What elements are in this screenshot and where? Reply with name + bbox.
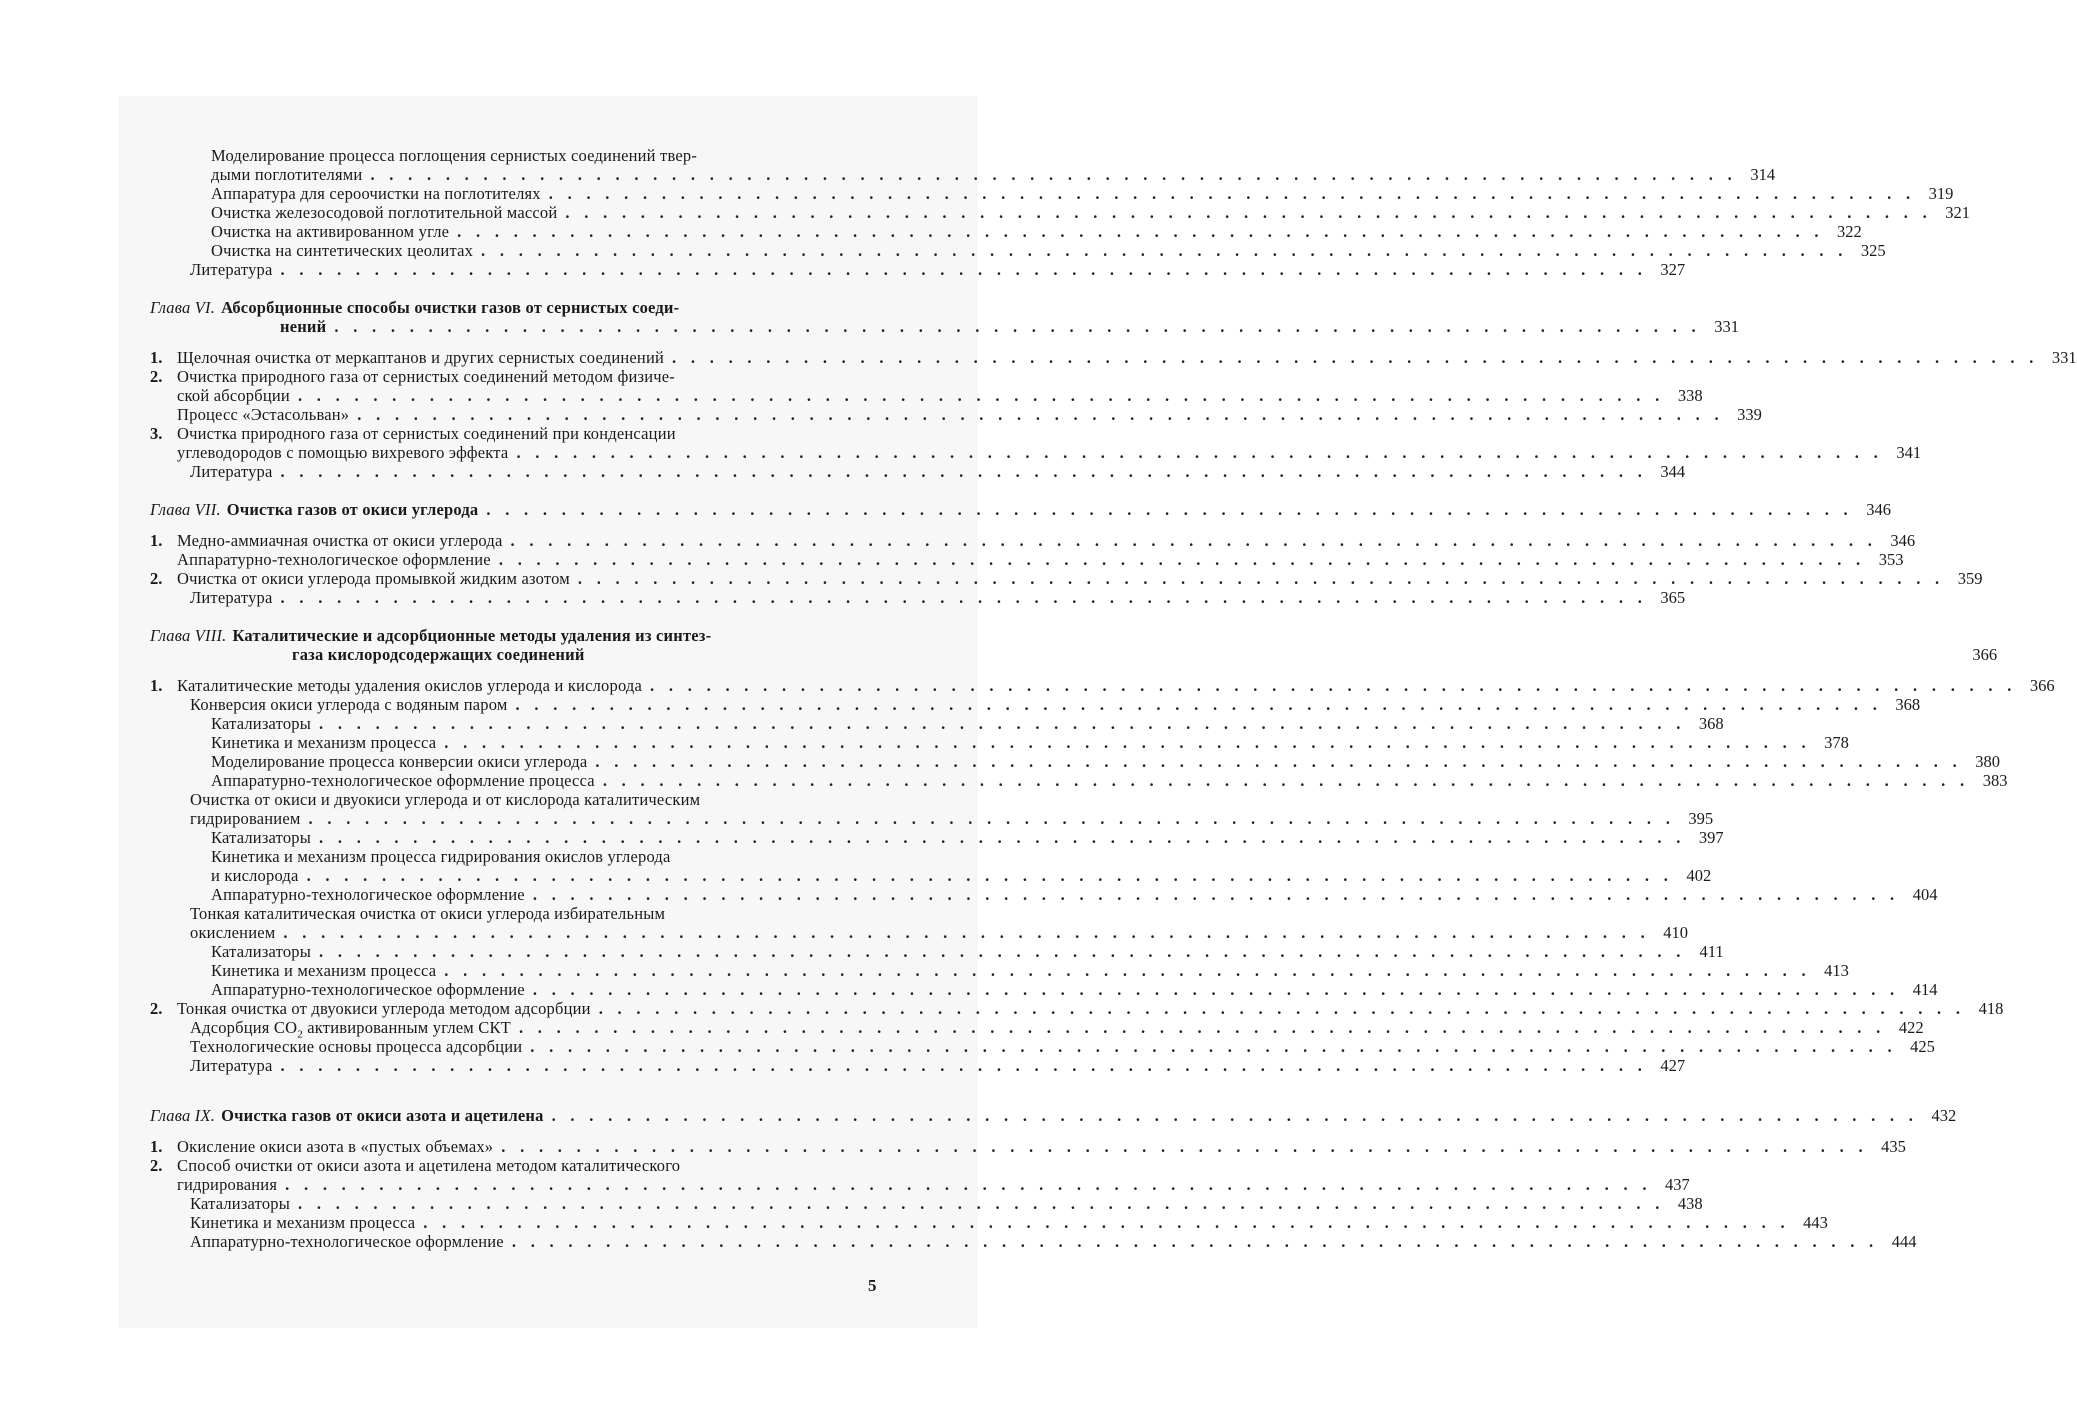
toc-entry xyxy=(150,752,2001,771)
leader-dots xyxy=(512,1232,1879,1251)
toc-page-number: 366 xyxy=(1972,645,1998,664)
toc-page-number: 380 xyxy=(1975,752,2001,771)
leader-dots xyxy=(578,569,1945,588)
toc-entry-title: Очистка на синтетических цеолитах xyxy=(211,241,474,260)
toc-page-number: 331 xyxy=(2051,348,2077,367)
toc-page-number: 322 xyxy=(1837,222,1862,241)
toc-entry xyxy=(150,462,1686,481)
leader-dots xyxy=(565,203,1932,222)
toc-entry-number: 2. xyxy=(150,999,163,1018)
toc-page-number: 346 xyxy=(1866,500,1891,519)
toc-entry xyxy=(150,531,1916,550)
toc-entry-title: углеводородов с помощью вихревого эффекта xyxy=(177,443,509,462)
toc-page-number: 365 xyxy=(1660,588,1686,607)
chapter-heading xyxy=(150,500,1891,519)
toc-entry-title: Очистка природного газа от сернистых соединений методом физиче- xyxy=(177,367,676,386)
toc-entry xyxy=(150,1056,1686,1075)
toc-entry xyxy=(150,1018,1924,1041)
toc-page-number: 438 xyxy=(1677,1194,1703,1213)
table-of-contents xyxy=(150,146,2077,1251)
toc-entry-title: Аппаратурно-технологическое оформление xyxy=(211,980,525,999)
toc-entry-title: Кинетика и механизм процесса xyxy=(211,961,437,980)
leader-dots xyxy=(423,1213,1790,1232)
toc-entry-title: Тонкая каталитическая очистка от окиси углерода избирательным xyxy=(190,904,666,923)
toc-entry-title: Литература xyxy=(190,1056,273,1075)
toc-entry-title: Технологические основы процесса адсорбции xyxy=(190,1037,523,1056)
toc-entry-title: Аппаратура для сероочистки на поглотителях xyxy=(211,184,541,203)
chapter-label: Глава VI. xyxy=(150,298,216,317)
leader-dots xyxy=(603,771,1970,790)
toc-entry xyxy=(150,184,1954,203)
toc-entry-title: Литература xyxy=(190,462,273,481)
toc-entry xyxy=(150,260,1686,279)
toc-entry xyxy=(150,714,1724,733)
toc-page-number: 319 xyxy=(1928,184,1954,203)
toc-entry-title: Очистка железосодовой поглотительной массой xyxy=(211,203,558,222)
toc-entry-title: Очистка от окиси и двуокиси углерода и от кислорода каталитическим xyxy=(190,790,701,809)
toc-entry xyxy=(150,1194,1703,1213)
toc-entry xyxy=(150,999,2004,1018)
toc-entry-title: окислением xyxy=(190,923,276,942)
toc-page-number: 443 xyxy=(1803,1213,1828,1232)
toc-entry xyxy=(150,165,1776,184)
leader-dots xyxy=(444,733,1811,752)
toc-entry xyxy=(150,923,1689,942)
toc-entry-title: Аппаратурно-технологическое оформление xyxy=(190,1232,504,1251)
toc-entry-title: Каталитические методы удаления окислов углерода и кислорода xyxy=(177,676,643,695)
toc-page-number: 378 xyxy=(1824,733,1849,752)
chapter-label: Глава VIII. xyxy=(150,626,227,645)
chapter-label: Глава IX. xyxy=(150,1106,216,1125)
toc-page-number: 338 xyxy=(1677,386,1703,405)
toc-entry xyxy=(150,405,1762,424)
toc-entry-title: Очистка природного газа от сернистых соединений при конденсации xyxy=(177,424,676,443)
toc-entry xyxy=(150,733,1849,752)
leader-dots xyxy=(530,1037,1897,1056)
toc-entry-title: Кинетика и механизм процесса гидрирования окислов углерода xyxy=(211,847,671,866)
leader-dots xyxy=(672,348,2039,367)
leader-dots xyxy=(309,809,1676,828)
toc-page-number: 395 xyxy=(1688,809,1714,828)
toc-page-number: 314 xyxy=(1750,165,1776,184)
toc-entry xyxy=(150,146,886,165)
toc-page-number: 404 xyxy=(1912,885,1938,904)
toc-entry-title: Аппаратурно-технологическое оформление процесса xyxy=(211,771,595,790)
toc-entry xyxy=(150,1137,1906,1156)
leader-dots xyxy=(319,942,1686,961)
toc-entry xyxy=(150,241,1886,260)
toc-entry-number: 1. xyxy=(150,676,163,695)
toc-entry-title: Катализаторы xyxy=(190,1194,291,1213)
toc-page-number: 418 xyxy=(1978,999,2004,1018)
toc-entry xyxy=(150,828,1724,847)
chapter-title: Очистка газов от окиси углерода xyxy=(226,500,479,519)
toc-entry xyxy=(150,847,886,866)
chapter-title: газа кислородсодержащих соединений xyxy=(292,645,585,664)
toc-entry-title: Литература xyxy=(190,260,273,279)
chapter-title: нений xyxy=(280,317,327,336)
leader-dots xyxy=(307,866,1674,885)
toc-entry xyxy=(150,885,1938,904)
toc-page-number: 368 xyxy=(1895,695,1921,714)
toc-entry xyxy=(150,866,1712,885)
toc-entry xyxy=(150,550,1904,569)
leader-dots xyxy=(357,405,1724,424)
toc-entry-title: Процесс «Эстасольван» xyxy=(177,405,350,424)
leader-dots xyxy=(319,828,1686,847)
toc-page-number: 411 xyxy=(1699,942,1724,961)
toc-page-number: 427 xyxy=(1660,1056,1686,1075)
chapter-heading-cont xyxy=(150,645,1998,664)
toc-entry xyxy=(150,367,886,386)
leader-dots xyxy=(281,588,1648,607)
toc-page-number: 414 xyxy=(1912,980,1938,999)
chapter-heading-cont xyxy=(150,317,1739,336)
leader-dots xyxy=(281,1056,1648,1075)
leader-dots xyxy=(285,1175,1652,1194)
leader-dots xyxy=(444,961,1811,980)
toc-entry-title: Кинетика и механизм процесса xyxy=(211,733,437,752)
toc-entry xyxy=(150,1213,1828,1232)
toc-entry xyxy=(150,569,1983,588)
toc-entry-title: ской абсорбции xyxy=(177,386,290,405)
toc-entry xyxy=(150,790,886,809)
toc-page-number: 437 xyxy=(1665,1175,1690,1194)
toc-entry xyxy=(150,203,1971,222)
toc-page-number: 339 xyxy=(1737,405,1762,424)
toc-page-number: 413 xyxy=(1824,961,1849,980)
chapter-heading xyxy=(150,1106,1957,1125)
page-number: 5 xyxy=(868,1276,877,1295)
leader-dots xyxy=(334,317,1701,336)
toc-entry-number: 1. xyxy=(150,531,163,550)
leader-dots xyxy=(481,241,1848,260)
leader-dots xyxy=(486,500,1853,519)
toc-page-number: 341 xyxy=(1896,443,1922,462)
toc-entry-title: Щелочная очистка от меркаптанов и других сернистых соединений xyxy=(177,348,665,367)
toc-entry-title: Медно-аммиачная очистка от окиси углерода xyxy=(177,531,503,550)
leader-dots xyxy=(516,695,1883,714)
chapter-label: Глава VII. xyxy=(150,500,221,519)
toc-page-number: 353 xyxy=(1878,550,1904,569)
toc-entry-title: Способ очистки от окиси азота и ацетилена методом каталитического xyxy=(177,1156,681,1175)
toc-entry-title: гидрирования xyxy=(177,1175,278,1194)
chapter-heading xyxy=(150,298,886,317)
toc-entry-title: Катализаторы xyxy=(211,828,312,847)
toc-page-number: 432 xyxy=(1931,1106,1957,1125)
toc-entry-title: Катализаторы xyxy=(211,942,312,961)
leader-dots xyxy=(499,550,1866,569)
toc-page-number: 327 xyxy=(1660,260,1686,279)
toc-page-number: 331 xyxy=(1714,317,1739,336)
toc-entry xyxy=(150,942,1724,961)
leader-dots xyxy=(281,260,1648,279)
leader-dots xyxy=(552,1106,1919,1125)
leader-dots xyxy=(519,1018,1886,1037)
toc-page-number: 425 xyxy=(1910,1037,1935,1056)
toc-entry xyxy=(150,386,1703,405)
leader-dots xyxy=(511,531,1878,550)
toc-page-number: 368 xyxy=(1698,714,1724,733)
leader-dots xyxy=(599,999,1966,1018)
leader-dots xyxy=(516,443,1883,462)
toc-page-number: 321 xyxy=(1945,203,1971,222)
leader-dots xyxy=(595,752,1962,771)
leader-dots xyxy=(298,386,1665,405)
leader-dots xyxy=(298,1194,1665,1213)
toc-page-number: 366 xyxy=(2029,676,2055,695)
toc-entry xyxy=(150,1037,1935,1056)
toc-entry xyxy=(150,424,886,443)
chapter-title: Каталитические и адсорбционные методы удаления из синтез- xyxy=(232,626,712,645)
leader-dots xyxy=(501,1137,1868,1156)
toc-page-number: 325 xyxy=(1860,241,1886,260)
toc-entry xyxy=(150,961,1849,980)
toc-entry-title: Тонкая очистка от двуокиси углерода методом адсорбции xyxy=(177,999,591,1018)
toc-entry xyxy=(150,980,1938,999)
toc-entry-title: гидрированием xyxy=(190,809,301,828)
toc-entry xyxy=(150,904,886,923)
toc-page-number: 410 xyxy=(1663,923,1689,942)
toc-entry-title: Очистка на активированном угле xyxy=(211,222,450,241)
toc-entry xyxy=(150,771,2008,790)
toc-entry-title: Окисление окиси азота в «пустых объемах» xyxy=(177,1137,494,1156)
toc-entry-number: 2. xyxy=(150,1156,163,1175)
toc-page-number: 435 xyxy=(1881,1137,1906,1156)
toc-entry xyxy=(150,588,1686,607)
toc-entry-title: Кинетика и механизм процесса xyxy=(190,1213,416,1232)
toc-entry-title: дыми поглотителями xyxy=(211,165,363,184)
toc-entry-title: и кислорода xyxy=(211,866,299,885)
toc-page-number: 383 xyxy=(1982,771,2008,790)
toc-entry xyxy=(150,695,1921,714)
toc-entry xyxy=(150,809,1714,828)
toc-entry-title: Литература xyxy=(190,588,273,607)
chapter-heading xyxy=(150,626,886,645)
toc-entry-number: 3. xyxy=(150,424,163,443)
toc-entry xyxy=(150,1175,1690,1194)
toc-entry-number: 1. xyxy=(150,348,163,367)
leader-dots xyxy=(650,676,2017,695)
toc-entry xyxy=(150,1232,1917,1251)
toc-page-number: 344 xyxy=(1660,462,1686,481)
toc-entry xyxy=(150,348,2077,367)
chapter-title: Абсорбционные способы очистки газов от сернистых соеди- xyxy=(221,298,680,317)
leader-dots xyxy=(370,165,1737,184)
leader-dots xyxy=(533,885,1900,904)
toc-entry-number: 2. xyxy=(150,367,163,386)
toc-entry-title: Моделирование процесса конверсии окиси углерода xyxy=(211,752,588,771)
leader-dots xyxy=(283,923,1650,942)
leader-dots xyxy=(281,462,1648,481)
toc-page-number: 402 xyxy=(1686,866,1712,885)
toc-entry xyxy=(150,222,1862,241)
toc-entry xyxy=(150,1156,886,1175)
toc-entry-title: Очистка от окиси углерода промывкой жидким азотом xyxy=(177,569,570,588)
toc-entry-title: Адсорбция $CO_2$ активированным углем СКТ xyxy=(190,1018,511,1041)
toc-entry-number: 2. xyxy=(150,569,163,588)
leader-dots xyxy=(457,222,1824,241)
leader-dots xyxy=(533,980,1900,999)
toc-entry-title: Катализаторы xyxy=(211,714,312,733)
toc-page-number: 359 xyxy=(1957,569,1983,588)
toc-entry xyxy=(150,676,2055,695)
toc-page-number: 444 xyxy=(1891,1232,1917,1251)
toc-entry-number: 1. xyxy=(150,1137,163,1156)
toc-entry-title: Моделирование процесса поглощения сернистых соединений твер- xyxy=(211,146,698,165)
toc-page-number: 346 xyxy=(1890,531,1916,550)
toc-page-number: 397 xyxy=(1698,828,1724,847)
leader-dots xyxy=(319,714,1686,733)
toc-page-number: 422 xyxy=(1898,1018,1924,1037)
leader-dots xyxy=(549,184,1916,203)
toc-entry-title: Конверсия окиси углерода с водяным паром xyxy=(190,695,508,714)
toc-entry xyxy=(150,443,1922,462)
toc-entry-title: Аппаратурно-технологическое оформление xyxy=(211,885,525,904)
toc-entry-title: Аппаратурно-технологическое оформление xyxy=(177,550,491,569)
chapter-title: Очистка газов от окиси азота и ацетилена xyxy=(221,1106,544,1125)
